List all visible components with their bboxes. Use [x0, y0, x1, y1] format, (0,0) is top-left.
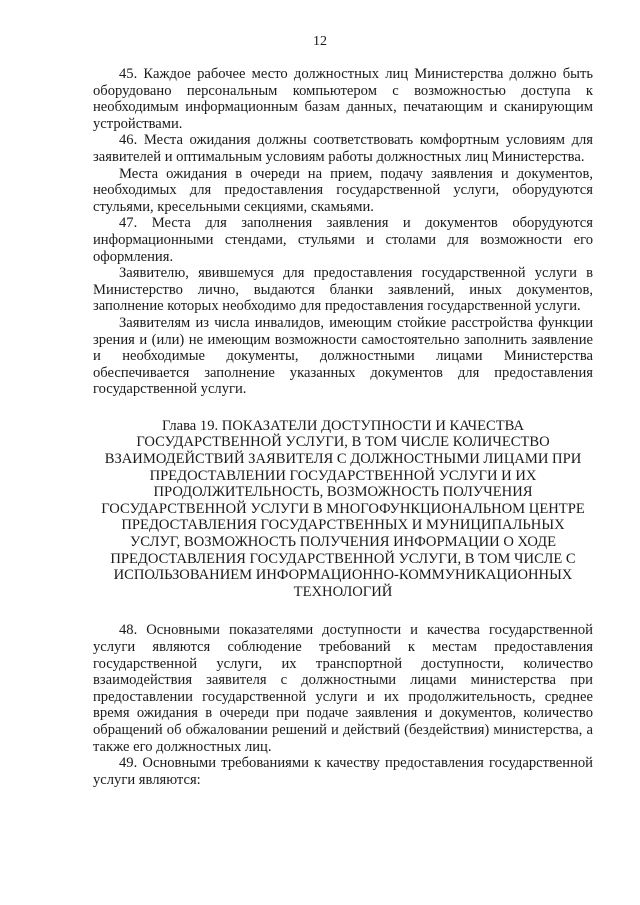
- chapter-heading-line: ГОСУДАРСТВЕННОЙ УСЛУГИ В МНОГОФУНКЦИОНАЛЬНОМ ЦЕНТРЕ: [101, 500, 585, 517]
- paragraph-disabled-applicants: Заявителям из числа инвалидов, имеющим стойкие расстройства функции зрения и (или) не имеющим возможности самостоятельно заполнить заявление и необходимые документы, должностными лицами Министерства обеспечивается заполнение указанных документов для предоставления государственной услуги.: [93, 314, 593, 398]
- chapter-heading: [93, 418, 593, 601]
- chapter-heading-line: ПРЕДОСТАВЛЕНИЯ ГОСУДАРСТВЕННЫХ И МУНИЦИПАЛЬНЫХ: [121, 517, 565, 534]
- chapter-heading-line: УСЛУГ, ВОЗМОЖНОСТЬ ПОЛУЧЕНИЯ ИНФОРМАЦИИ О ХОДЕ: [129, 534, 557, 551]
- chapter-heading-line: Глава 19. ПОКАЗАТЕЛИ ДОСТУПНОСТИ И КАЧЕСТВА: [161, 417, 525, 434]
- chapter-heading-line: ПРОДОЛЖИТЕЛЬНОСТЬ, ВОЗМОЖНОСТЬ ПОЛУЧЕНИЯ: [153, 484, 533, 501]
- paragraph-waiting-places: Места ожидания в очереди на прием, подачу заявления и документов, необходимых для предоставления государственной услуги, оборудуются стульями, кресельными секциями, скамьями.: [93, 165, 593, 215]
- page-number: 12: [313, 34, 327, 49]
- paragraph-application-forms: Заявителю, явившемуся для предоставления государственной услуги в Министерство лично, выдаются бланки заявлений, иных документов, заполнение которых необходимо для предоставления государственной услуги.: [93, 265, 593, 315]
- paragraph-47: 47. Места для заполнения заявления и документов оборудуются информационными стендами, стульями и столами для возможности его оформления.: [93, 215, 593, 265]
- paragraph-48: 48. Основными показателями доступности и качества государственной услуги являются соблюдение требований к местам предоставления государственной услуги, их транспортной доступности, количество взаимодействия заявителя с должностными лицами министерства при предоставлении государственной услуги и их продолжительность, среднее время ожидания в очереди при подаче заявления и документов, количество обращений об обжаловании решений и действий (бездействия) министерства, а также его должностных лиц.: [93, 622, 593, 755]
- chapter-heading-line: ПРЕДОСТАВЛЕНИИ ГОСУДАРСТВЕННОЙ УСЛУГИ И ИХ: [149, 467, 537, 484]
- paragraph-49: 49. Основными требованиями к качеству предоставления государственной услуги являются:: [93, 755, 593, 788]
- paragraph-46: 46. Места ожидания должны соответствовать комфортным условиям для заявителей и оптимальным условиям работы должностных лиц Министерства.: [93, 132, 593, 165]
- chapter-heading-line: ИСПОЛЬЗОВАНИЕМ ИНФОРМАЦИОННО-КОММУНИКАЦИОННЫХ: [113, 567, 573, 584]
- chapter-heading-line: ГОСУДАРСТВЕННОЙ УСЛУГИ, В ТОМ ЧИСЛЕ КОЛИЧЕСТВО: [136, 434, 550, 451]
- document-body: [93, 66, 593, 788]
- chapter-heading-line: ВЗАИМОДЕЙСТВИЙ ЗАЯВИТЕЛЯ С ДОЛЖНОСТНЫМИ ЛИЦАМИ ПРИ: [104, 451, 582, 468]
- paragraph-45: 45. Каждое рабочее место должностных лиц Министерства должно быть оборудовано персональным компьютером с возможностью доступа к необходимым информационным базам данных, печатающим и сканирующим устройствами.: [93, 66, 593, 132]
- chapter-heading-line: ТЕХНОЛОГИЙ: [293, 583, 393, 600]
- chapter-heading-line: ПРЕДОСТАВЛЕНИЯ ГОСУДАРСТВЕННОЙ УСЛУГИ, В ТОМ ЧИСЛЕ С: [110, 550, 576, 567]
